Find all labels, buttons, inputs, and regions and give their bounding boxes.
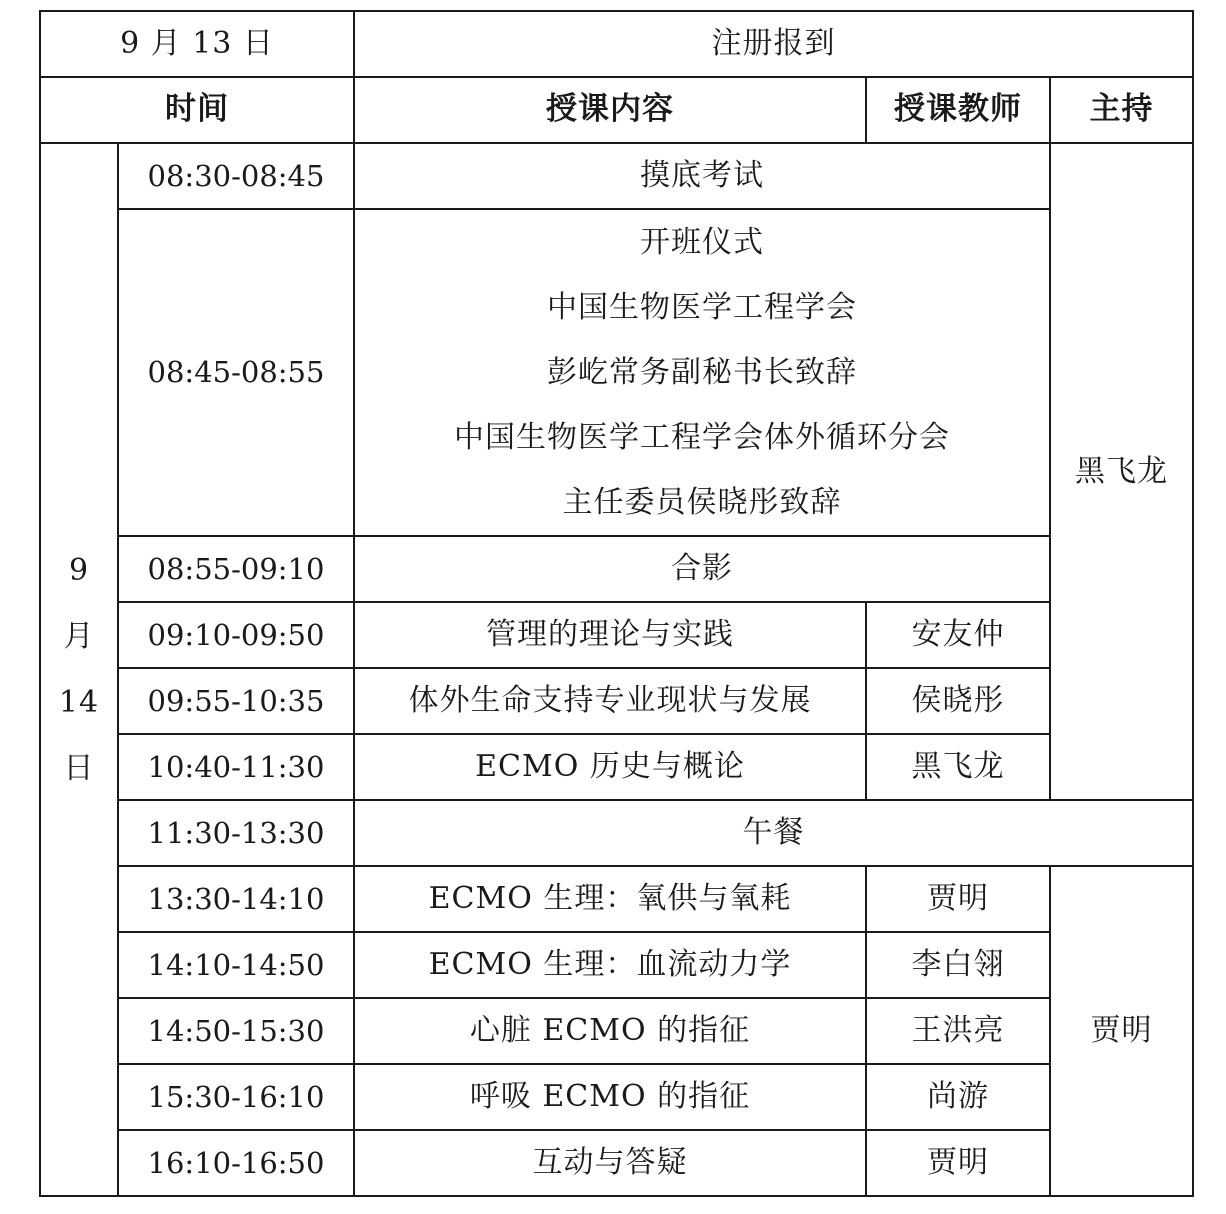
table-row: [40, 602, 1193, 668]
registration-label: 注册报到: [354, 11, 1193, 77]
table-row: [40, 734, 1193, 800]
content-cell: 摸底考试: [354, 143, 1050, 209]
teacher-cell: 黑飞龙: [866, 734, 1050, 800]
day-date-line: 9: [68, 552, 90, 588]
content-cell: 呼吸 ECMO 的指征: [354, 1064, 866, 1130]
time-cell: 11:30-13:30: [118, 800, 354, 866]
table-row: [40, 536, 1193, 602]
teacher-cell: 侯晓彤: [866, 668, 1050, 734]
time-cell: 14:10-14:50: [118, 932, 354, 998]
day-date-line: 14: [58, 684, 100, 720]
day-date-line: 月: [63, 618, 95, 654]
teacher-cell: 尚游: [866, 1064, 1050, 1130]
content-cell: ECMO 历史与概论: [354, 734, 866, 800]
content-cell: ECMO 生理：血流动力学: [354, 932, 866, 998]
table-row: [40, 668, 1193, 734]
day-date-line: 日: [63, 750, 95, 786]
header-time: 时间: [40, 77, 354, 143]
table-row: [40, 143, 1193, 209]
ceremony-line: 开班仪式: [640, 225, 764, 260]
time-cell: 08:55-09:10: [118, 536, 354, 602]
content-cell: 管理的理论与实践: [354, 602, 866, 668]
time-cell: 09:10-09:50: [118, 602, 354, 668]
time-cell: 08:30-08:45: [118, 143, 354, 209]
table-row: [40, 932, 1193, 998]
content-cell: 合影: [354, 536, 1050, 602]
content-cell: 心脏 ECMO 的指征: [354, 998, 866, 1064]
ceremony-line: 中国生物医学工程学会体外循环分会: [454, 420, 950, 455]
header-content: 授课内容: [354, 77, 866, 143]
header-teacher: 授课教师: [866, 77, 1050, 143]
header-host: 主持: [1050, 77, 1193, 143]
time-cell: 08:45-08:55: [118, 209, 354, 536]
table-row: [40, 800, 1193, 866]
teacher-cell: 李白翎: [866, 932, 1050, 998]
registration-row: [40, 11, 1193, 77]
table-row: [40, 866, 1193, 932]
time-cell: 10:40-11:30: [118, 734, 354, 800]
teacher-cell: 王洪亮: [866, 998, 1050, 1064]
teacher-cell: 贾明: [866, 866, 1050, 932]
teacher-cell: 贾明: [866, 1130, 1050, 1196]
time-cell: 14:50-15:30: [118, 998, 354, 1064]
table-row: [40, 209, 1193, 536]
teacher-cell: 安友仲: [866, 602, 1050, 668]
content-cell: ECMO 生理：氧供与氧耗: [354, 866, 866, 932]
schedule-table: [39, 10, 1194, 1197]
time-cell: 15:30-16:10: [118, 1064, 354, 1130]
host-afternoon: 贾明: [1050, 866, 1193, 1196]
day-date: [40, 143, 118, 1196]
ceremony-line: 彭屹常务副秘书长致辞: [547, 355, 857, 390]
table-row: [40, 1064, 1193, 1130]
ceremony-line: 主任委员侯晓彤致辞: [562, 485, 842, 520]
header-row: [40, 77, 1193, 143]
time-cell: 09:55-10:35: [118, 668, 354, 734]
time-cell: 16:10-16:50: [118, 1130, 354, 1196]
time-cell: 13:30-14:10: [118, 866, 354, 932]
table-row: [40, 1130, 1193, 1196]
table-row: [40, 998, 1193, 1064]
host-morning: 黑飞龙: [1050, 143, 1193, 800]
content-cell: 体外生命支持专业现状与发展: [354, 668, 866, 734]
lunch-cell: 午餐: [354, 800, 1193, 866]
registration-date: 9 月 13 日: [40, 11, 354, 77]
content-cell: 互动与答疑: [354, 1130, 866, 1196]
ceremony-content: [354, 209, 1050, 536]
ceremony-line: 中国生物医学工程学会: [547, 290, 857, 325]
